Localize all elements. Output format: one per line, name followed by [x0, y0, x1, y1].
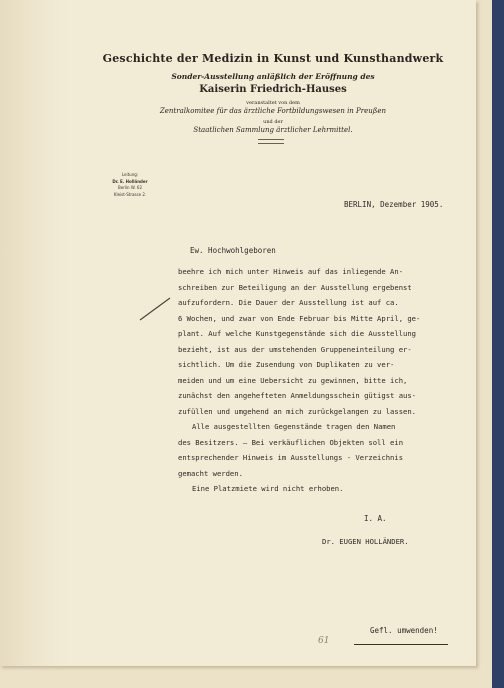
signature: Dr. EUGEN HOLLÄNDER.: [322, 537, 409, 546]
body-line: schreiben zur Beteiligung an der Ausstellung ergebenst: [178, 282, 412, 292]
leitung-block: [100, 172, 160, 198]
leitung-name: Dr. E. Holländer: [112, 178, 148, 184]
body-line: Eine Platzmiete wird nicht erhoben.: [192, 484, 344, 493]
letterhead-ornament: [258, 139, 284, 144]
body-line: zunächst den angehefteten Anmeldungsschein gütigst aus-: [178, 391, 416, 400]
letterhead-committee: Zentralkomitee für das ärztliche Fortbildungswesen in Preußen: [159, 107, 387, 115]
body-line: gemacht werden.: [178, 468, 243, 478]
letter-body: [178, 264, 450, 497]
body-line: bezieht, ist aus der umstehenden Gruppeneinteilung er-: [178, 344, 412, 354]
body-line: 6 Wochen, und zwar von Ende Februar bis Mitte April, ge-: [178, 313, 421, 323]
body-line: beehre ich mich unter Hinweis auf das inliegende An-: [178, 267, 404, 276]
leitung-label: Leitung:: [121, 172, 139, 177]
closing-ia: I. A.: [364, 514, 387, 523]
letterhead-subtitle: Sonder-Ausstellung anläßlich der Eröffnung des: [171, 72, 375, 81]
pencil-stroke: [138, 296, 172, 322]
body-line: zufüllen und umgehend an mich zurückgelangen zu lassen.: [178, 406, 416, 416]
letterhead-organized-by: veranstaltet von dem: [246, 100, 300, 106]
body-line: meiden und um eine Uebersicht zu gewinnen, bitte ich,: [178, 375, 408, 385]
letterhead-title: Geschichte der Medizin in Kunst und Kunsthandwerk: [102, 52, 444, 65]
letterhead-collection: Staatlichen Sammlung ärztlicher Lehrmittel.: [193, 126, 353, 134]
body-line: Alle ausgestellten Gegenstände tragen den Namen: [192, 422, 396, 431]
body-line: entsprechender Hinweis im Ausstellungs - Verzeichnis: [178, 453, 404, 462]
letterhead-and: und der: [263, 119, 283, 125]
letter-date: BERLIN, Dezember 1905.: [344, 200, 444, 209]
page-binding-edge: [0, 0, 70, 666]
turn-over-underline: [354, 644, 448, 645]
body-line: sichtlich. Um die Zusendung von Duplikaten zu ver-: [178, 360, 395, 369]
leitung-city: Berlin W. 62: [117, 185, 142, 190]
turn-over-note: Gefl. umwenden!: [370, 626, 438, 635]
letterhead-house: Kaiserin Friedrich-Hauses: [199, 84, 347, 95]
body-line: aufzufordern. Die Dauer der Ausstellung ist auf ca.: [178, 298, 399, 307]
body-line: plant. Auf welche Kunstgegenstände sich die Ausstellung: [178, 329, 416, 338]
leitung-street: Kleist-Strasse 2.: [113, 191, 147, 197]
salutation: Ew. Hochwohlgeboren: [190, 246, 276, 255]
pencil-mark: 61: [318, 636, 330, 646]
body-line: des Besitzers. — Bei verkäuflichen Objekten soll ein: [178, 437, 404, 447]
